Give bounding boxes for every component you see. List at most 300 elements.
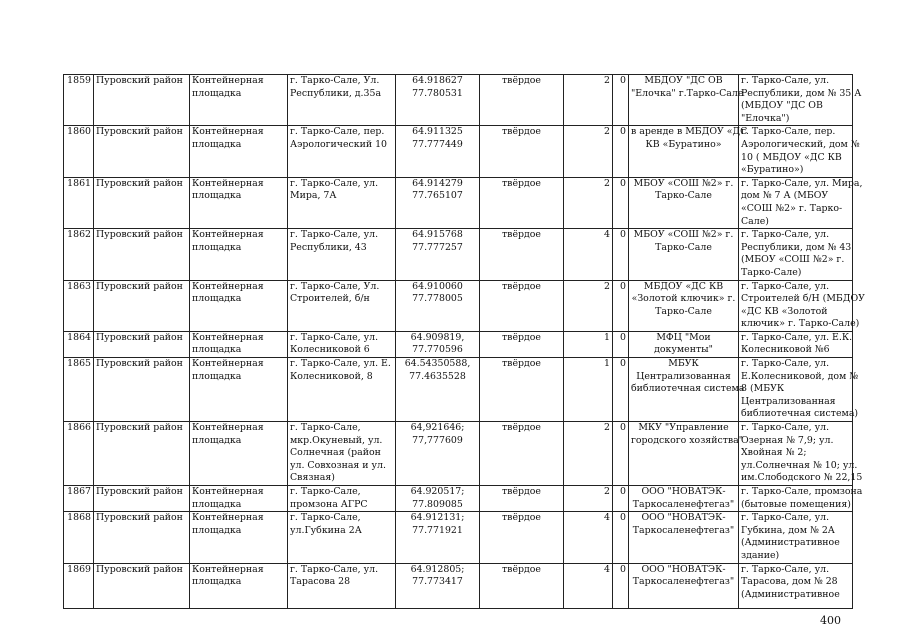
cell-line: 64.912131;: [410, 512, 465, 524]
cell-line: (Административное: [741, 537, 840, 549]
cell-line: Контейнерная: [192, 75, 264, 86]
cell-line: Тарасова 28: [290, 576, 351, 588]
cell-line: дом № 7 А (МБОУ: [741, 190, 829, 202]
cell-surface: [480, 331, 564, 357]
cell-line: 0: [620, 512, 626, 524]
table-row: [64, 486, 853, 512]
cell-line: 77.777449: [412, 138, 463, 150]
cell-line: твёрдое: [502, 512, 541, 524]
cell-source-address: [739, 75, 862, 126]
cell-address: [288, 358, 396, 422]
cell-line: «Буратино»): [741, 164, 804, 176]
cell-line: Пуровский район: [96, 280, 183, 292]
cell-line: 0: [620, 486, 626, 497]
cell-type: [190, 177, 288, 228]
cell-line: Пуровский район: [96, 486, 183, 497]
cell-line: 10 ( МБДОУ «ДС КВ: [741, 151, 842, 163]
table-row: [64, 177, 853, 228]
cell-line: «ДС КВ «Золотой: [741, 305, 828, 317]
cell-count-a: [564, 358, 613, 422]
cell-district: [94, 358, 190, 422]
cell-line: Республики, дом № 35 А: [741, 87, 862, 99]
cell-line: Хвойная № 2;: [741, 447, 807, 459]
cell-line: 4: [604, 563, 610, 575]
cell-source-address: [739, 229, 853, 280]
table-body: [64, 75, 865, 609]
cell-line: г. Тарко-Сале,: [290, 512, 361, 524]
cell-number: [64, 331, 94, 357]
cell-source-address: [739, 331, 853, 357]
cell-line: площадка: [192, 576, 242, 588]
cell-line: (бытовые помещения): [741, 498, 851, 510]
cell-coordinates: [396, 280, 480, 331]
cell-line: 1860: [67, 126, 91, 138]
cell-line: Контейнерная: [192, 280, 264, 292]
cell-line: г. Тарко-Сале, ул.: [290, 229, 379, 241]
cell-surface: [480, 422, 564, 486]
cell-count-b: [613, 331, 629, 357]
cell-line: документы": [654, 344, 713, 356]
cell-number: [64, 512, 94, 563]
cell-address: [288, 422, 396, 486]
cell-line: 0: [620, 126, 626, 138]
cell-line: 77.780531: [412, 87, 463, 99]
cell-line: 2: [604, 126, 610, 138]
cell-type: [190, 75, 288, 126]
cell-line: твёрдое: [502, 486, 541, 497]
cell-line: Тарасова, дом № 28: [741, 576, 838, 588]
cell-line: твёрдое: [502, 563, 541, 575]
cell-line: 64.914279: [412, 177, 463, 189]
cell-number: [64, 229, 94, 280]
cell-line: 2: [604, 486, 610, 497]
cell-type: [190, 229, 288, 280]
cell-source-address: [739, 563, 853, 608]
cell-surface: [480, 75, 564, 126]
cell-line: г. Тарко-Сале, ул.: [290, 177, 379, 189]
cell-line: Пуровский район: [96, 358, 183, 370]
cell-line: 1: [604, 358, 610, 370]
cell-line: Пуровский район: [96, 229, 183, 241]
cell-line: Мира, 7А: [290, 190, 337, 202]
cell-line: 1867: [67, 486, 91, 497]
cell-line: Тарко-Сале: [655, 190, 712, 202]
cell-line: Пуровский район: [96, 75, 183, 86]
cell-coordinates: [396, 358, 480, 422]
cell-line: г. Тарко-Сале, ул.: [290, 563, 379, 575]
cell-line: ООО "НОВАТЭК-: [641, 486, 726, 497]
cell-line: ул.Солнечная № 10; ул.: [741, 459, 858, 471]
cell-line: 2: [604, 75, 610, 86]
cell-line: Контейнерная: [192, 177, 264, 189]
cell-coordinates: [396, 75, 480, 126]
cell-count-b: [613, 422, 629, 486]
cell-line: 8 (МБУК: [741, 383, 785, 395]
cell-number: [64, 75, 94, 126]
cell-line: 64.911325: [412, 126, 463, 138]
cell-owner: [629, 358, 745, 422]
cell-line: 1869: [67, 563, 91, 575]
cell-surface: [480, 229, 564, 280]
cell-line: г. Тарко-Сале, промзона: [741, 486, 863, 497]
cell-owner: [629, 177, 739, 228]
cell-source-address: [739, 512, 853, 563]
cell-type: [190, 358, 288, 422]
cell-line: 1: [604, 331, 610, 343]
cell-line: твёрдое: [502, 331, 541, 343]
cell-line: городского хозяйства": [631, 434, 744, 446]
cell-line: г. Тарко-Сале, ул.: [741, 75, 830, 86]
cell-line: ООО "НОВАТЭК-: [641, 563, 726, 575]
cell-line: Озерная № 7,9; ул.: [741, 434, 834, 446]
table-row: [64, 280, 853, 331]
cell-count-b: [613, 563, 629, 608]
cell-line: МБОУ «СОШ №2» г.: [633, 229, 734, 241]
cell-line: «Золотой ключик» г.: [631, 293, 736, 305]
cell-line: 4: [604, 512, 610, 524]
cell-line: твёрдое: [502, 229, 541, 241]
cell-line: Сале): [741, 215, 769, 227]
cell-line: Строителей, б/н: [290, 293, 370, 305]
cell-line: здание): [741, 549, 780, 561]
cell-type: [190, 126, 288, 177]
cell-count-a: [564, 422, 613, 486]
cell-count-b: [613, 358, 629, 422]
cell-address: [288, 280, 396, 331]
cell-line: твёрдое: [502, 422, 541, 434]
cell-line: 1863: [67, 280, 91, 292]
cell-source-address: [739, 422, 863, 486]
cell-line: им.Слободского № 22,15: [741, 472, 863, 484]
cell-line: г. Тарко-Сале, ул.: [741, 280, 830, 292]
cell-line: Колесниковой 6: [290, 344, 370, 356]
cell-line: Пуровский район: [96, 422, 183, 434]
cell-line: Пуровский район: [96, 512, 183, 524]
cell-count-a: [564, 126, 613, 177]
cell-coordinates: [396, 422, 480, 486]
cell-line: Республики, дом № 43: [741, 241, 852, 253]
cell-line: 0: [620, 280, 626, 292]
cell-coordinates: [396, 512, 480, 563]
cell-owner: [629, 331, 739, 357]
cell-line: 0: [620, 331, 626, 343]
cell-line: площадка: [192, 241, 242, 253]
cell-line: твёрдое: [502, 177, 541, 189]
cell-count-b: [613, 75, 629, 126]
cell-line: площадка: [192, 524, 242, 536]
cell-address: [288, 229, 396, 280]
cell-line: площадка: [192, 370, 242, 382]
cell-district: [94, 229, 190, 280]
table-row: [64, 358, 853, 422]
cell-count-b: [613, 229, 629, 280]
cell-line: площадка: [192, 87, 242, 99]
cell-coordinates: [396, 563, 480, 608]
cell-source-address: [739, 358, 859, 422]
cell-line: 2: [604, 280, 610, 292]
cell-line: твёрдое: [502, 358, 541, 370]
cell-owner: [629, 486, 739, 512]
cell-line: 64,921646;: [410, 422, 465, 434]
table-row: [64, 229, 853, 280]
cell-surface: [480, 512, 564, 563]
cell-address: [288, 512, 396, 563]
cell-owner: [629, 512, 739, 563]
cell-line: промзона АГРС: [290, 498, 368, 510]
cell-surface: [480, 486, 564, 512]
cell-line: 77.773417: [412, 576, 463, 588]
cell-line: "Елочка" г.Тарко-Сале: [631, 87, 744, 99]
cell-line: Централизованная: [636, 370, 731, 382]
table-row: [64, 563, 853, 608]
cell-number: [64, 486, 94, 512]
cell-count-a: [564, 563, 613, 608]
cell-line: г. Тарко-Сале,: [290, 486, 361, 497]
cell-line: 4: [604, 229, 610, 241]
cell-line: 1859: [67, 75, 91, 86]
cell-line: (МБДОУ "ДС ОВ: [741, 100, 823, 112]
cell-owner: [629, 422, 744, 486]
cell-count-b: [613, 177, 629, 228]
cell-line: 77.809085: [412, 498, 463, 510]
cell-line: г. Тарко-Сале, ул.: [741, 563, 830, 575]
cell-number: [64, 126, 94, 177]
table-row: [64, 126, 853, 177]
cell-surface: [480, 177, 564, 228]
cell-type: [190, 422, 288, 486]
cell-line: 0: [620, 177, 626, 189]
cell-line: ключик» г. Тарко-Сале): [741, 318, 860, 330]
cell-district: [94, 126, 190, 177]
cell-district: [94, 422, 190, 486]
cell-count-a: [564, 486, 613, 512]
cell-owner: [629, 280, 739, 331]
cell-line: 2: [604, 422, 610, 434]
cell-line: площадка: [192, 190, 242, 202]
cell-line: 77,777609: [412, 434, 463, 446]
cell-line: Солнечная (район: [290, 447, 381, 459]
cell-coordinates: [396, 331, 480, 357]
table-row: [64, 331, 853, 357]
cell-owner: [629, 75, 744, 126]
cell-line: Контейнерная: [192, 512, 264, 524]
cell-line: 64.920517;: [410, 486, 465, 497]
cell-count-a: [564, 229, 613, 280]
cell-line: 1868: [67, 512, 91, 524]
cell-address: [288, 177, 396, 228]
cell-line: г. Тарко-Сале, ул.: [741, 422, 830, 434]
cell-line: Колесниковой №6: [741, 344, 830, 356]
cell-coordinates: [396, 177, 480, 228]
cell-line: Таркосаленефтегаз": [632, 498, 735, 510]
cell-line: "Елочка"): [741, 112, 790, 124]
cell-owner: [629, 126, 748, 177]
cell-line: МФЦ "Мои: [656, 331, 711, 343]
cell-line: Контейнерная: [192, 358, 264, 370]
cell-line: площадка: [192, 293, 242, 305]
cell-line: МБОУ «СОШ №2» г.: [633, 177, 734, 189]
cell-line: 0: [620, 75, 626, 86]
cell-line: г. Тарко-Сале, ул. Е.К.: [741, 331, 853, 343]
cell-owner: [629, 563, 739, 608]
cell-surface: [480, 280, 564, 331]
cell-number: [64, 177, 94, 228]
cell-line: ул.Губкина 2А: [290, 524, 362, 536]
cell-line: 64.918627: [412, 75, 463, 86]
cell-source-address: [739, 486, 863, 512]
cell-count-a: [564, 512, 613, 563]
cell-type: [190, 563, 288, 608]
cell-coordinates: [396, 229, 480, 280]
cell-line: Пуровский район: [96, 177, 183, 189]
cell-count-a: [564, 331, 613, 357]
cell-district: [94, 486, 190, 512]
cell-line: твёрдое: [502, 280, 541, 292]
cell-source-address: [739, 177, 863, 228]
cell-line: Пуровский район: [96, 126, 183, 138]
cell-address: [288, 331, 396, 357]
cell-line: 1865: [67, 358, 91, 370]
cell-line: Централизованная: [741, 395, 836, 407]
cell-source-address: [739, 126, 860, 177]
cell-line: 1862: [67, 229, 91, 241]
cell-line: Губкина, дом № 2А: [741, 524, 835, 536]
cell-line: Таркосаленефтегаз": [632, 524, 735, 536]
cell-district: [94, 280, 190, 331]
cell-line: г. Тарко-Сале, Ул.: [290, 280, 380, 292]
cell-line: Строителей б/Н (МБДОУ: [741, 293, 865, 305]
cell-number: [64, 358, 94, 422]
cell-line: Республики, д.35а: [290, 87, 382, 99]
table-row: [64, 75, 853, 126]
cell-line: твёрдое: [502, 75, 541, 86]
cell-count-a: [564, 75, 613, 126]
cell-surface: [480, 358, 564, 422]
cell-line: КВ «Буратино»: [645, 138, 722, 150]
cell-line: г. Тарко-Сале, ул.: [741, 512, 830, 524]
cell-number: [64, 563, 94, 608]
table-row: [64, 512, 853, 563]
cell-line: МБУК: [668, 358, 699, 370]
cell-line: 1861: [67, 177, 91, 189]
cell-district: [94, 512, 190, 563]
cell-line: Контейнерная: [192, 229, 264, 241]
cell-line: МБДОУ "ДС ОВ: [644, 75, 723, 86]
cell-line: Колесниковой, 8: [290, 370, 373, 382]
cell-line: 77.765107: [412, 190, 463, 202]
cell-line: ООО "НОВАТЭК-: [641, 512, 726, 524]
waste-site-registry-table: [63, 74, 865, 609]
cell-line: г. Тарко-Сале, Ул.: [290, 75, 380, 86]
cell-line: Контейнерная: [192, 422, 264, 434]
cell-line: Пуровский район: [96, 331, 183, 343]
cell-line: г. Тарко-Сале, ул.: [741, 358, 830, 370]
cell-line: Аэрологический, дом №: [741, 138, 860, 150]
cell-line: библиотечная система): [741, 408, 859, 420]
cell-owner: [629, 229, 739, 280]
cell-line: 1864: [67, 331, 91, 343]
cell-line: 64.910060: [412, 280, 463, 292]
cell-line: площадка: [192, 344, 242, 356]
cell-line: мкр.Окуневый, ул.: [290, 434, 383, 446]
cell-district: [94, 75, 190, 126]
cell-line: 64.915768: [412, 229, 463, 241]
cell-line: г. Тарко-Сале,: [290, 422, 361, 434]
cell-line: 64.54350588,: [404, 358, 471, 370]
cell-line: 64.912805;: [410, 563, 465, 575]
cell-line: «СОШ №2» г. Тарко-: [741, 202, 843, 214]
cell-type: [190, 512, 288, 563]
cell-line: Тарко-Сале: [655, 305, 712, 317]
cell-coordinates: [396, 126, 480, 177]
cell-count-b: [613, 512, 629, 563]
cell-line: (Административное: [741, 588, 840, 600]
cell-line: Контейнерная: [192, 563, 264, 575]
cell-address: [288, 563, 396, 608]
cell-line: Тарко-Сале): [741, 266, 802, 278]
cell-line: 77.777257: [412, 241, 463, 253]
cell-line: г. Тарко-Сале, пер.: [741, 126, 836, 138]
cell-line: Пуровский район: [96, 563, 183, 575]
cell-line: 0: [620, 563, 626, 575]
cell-line: Связная): [290, 472, 335, 484]
cell-count-b: [613, 486, 629, 512]
cell-type: [190, 331, 288, 357]
cell-line: ул. Совхозная и ул.: [290, 459, 386, 471]
cell-line: Контейнерная: [192, 126, 264, 138]
cell-type: [190, 486, 288, 512]
cell-source-address: [739, 280, 865, 331]
cell-address: [288, 486, 396, 512]
cell-line: твёрдое: [502, 126, 541, 138]
cell-line: г. Тарко-Сале, пер.: [290, 126, 385, 138]
page-number: 400: [820, 614, 841, 627]
cell-count-a: [564, 280, 613, 331]
cell-address: [288, 75, 396, 126]
cell-district: [94, 563, 190, 608]
cell-line: Контейнерная: [192, 486, 264, 497]
cell-line: Аэрологический 10: [290, 138, 388, 150]
cell-line: площадка: [192, 138, 242, 150]
cell-line: МБДОУ «ДС КВ: [643, 280, 724, 292]
cell-line: 77.770596: [412, 344, 463, 356]
cell-line: 0: [620, 422, 626, 434]
cell-number: [64, 422, 94, 486]
cell-line: 0: [620, 229, 626, 241]
cell-count-b: [613, 280, 629, 331]
cell-district: [94, 177, 190, 228]
cell-line: Тарко-Сале: [655, 241, 712, 253]
cell-line: 1866: [67, 422, 91, 434]
cell-line: площадка: [192, 434, 242, 446]
cell-line: Республики, 43: [290, 241, 367, 253]
cell-line: 77.771921: [412, 524, 463, 536]
cell-line: площадка: [192, 498, 242, 510]
cell-line: Е.Колесниковой, дом №: [741, 370, 859, 382]
cell-line: г. Тарко-Сале, ул. Е.: [290, 358, 391, 370]
cell-surface: [480, 563, 564, 608]
cell-count-b: [613, 126, 629, 177]
cell-address: [288, 126, 396, 177]
cell-district: [94, 331, 190, 357]
cell-line: г. Тарко-Сале, ул. Мира,: [741, 177, 863, 189]
cell-surface: [480, 126, 564, 177]
cell-line: г. Тарко-Сале, ул.: [290, 331, 379, 343]
table-row: [64, 422, 853, 486]
cell-line: г. Тарко-Сале, ул.: [741, 229, 830, 241]
cell-type: [190, 280, 288, 331]
cell-line: Таркосаленефтегаз": [632, 576, 735, 588]
